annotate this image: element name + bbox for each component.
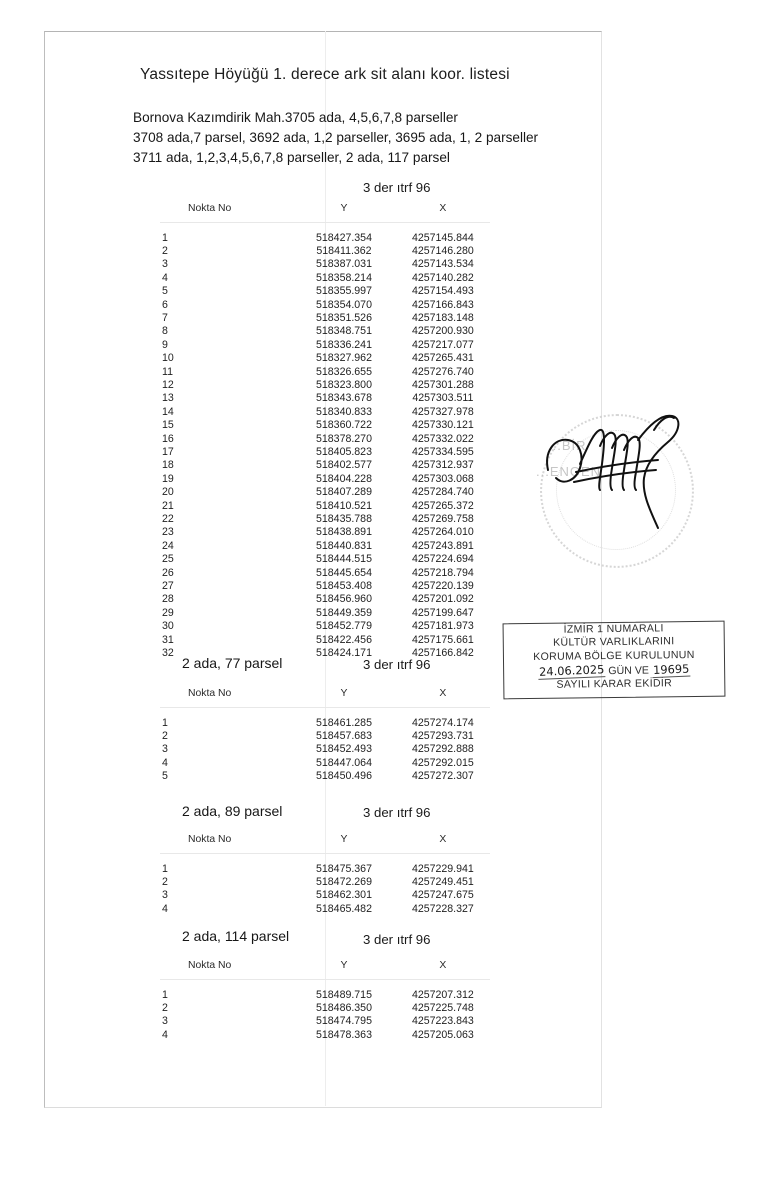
table-row [160, 405, 490, 418]
table-row [160, 352, 490, 365]
table-row [160, 526, 490, 539]
cell-no: 12 [162, 378, 174, 391]
cell-x: 4257199.647 [411, 606, 474, 619]
table-row [160, 513, 490, 526]
cell-x: 4257334.595 [411, 446, 474, 458]
table-row [160, 419, 490, 432]
coord-rows-section-4 [160, 988, 490, 1042]
table-row [160, 311, 490, 324]
cell-y: 518387.031 [316, 258, 372, 271]
table-row [160, 231, 490, 244]
cell-y: 518472.269 [316, 875, 372, 888]
cell-x: 4257143.534 [411, 258, 474, 271]
cell-y: 518402.577 [316, 459, 372, 472]
cell-y: 518475.367 [316, 862, 372, 875]
table-row [160, 325, 490, 338]
cell-no: 24 [162, 539, 174, 552]
table-row [160, 271, 490, 284]
cell-x: 4257265.372 [411, 499, 474, 512]
cell-y: 518435.788 [316, 513, 372, 526]
cell-x: 4257223.843 [411, 1015, 474, 1028]
table-spacer [160, 223, 490, 232]
cell-y: 518445.654 [316, 566, 372, 579]
intro-line-3: 3711 ada, 1,2,3,4,5,6,7,8 parseller, 2 ada, 117 parsel [133, 150, 450, 165]
cell-no: 9 [162, 338, 168, 351]
cell-y: 518343.678 [316, 392, 372, 405]
table-row [160, 862, 490, 875]
column-header-x: X [439, 688, 447, 699]
cell-no: 1 [162, 716, 168, 729]
cell-y: 518453.408 [316, 580, 372, 593]
cell-x: 4257228.327 [411, 902, 474, 915]
cell-y: 518456.960 [316, 593, 372, 606]
table-row [160, 1001, 490, 1014]
cell-y: 518462.301 [316, 889, 372, 902]
cell-x: 4257276.740 [411, 365, 474, 378]
table-row [160, 365, 490, 378]
cell-x: 4257272.307 [411, 770, 474, 783]
cell-no: 4 [162, 902, 168, 915]
cell-no: 4 [162, 1028, 168, 1041]
cell-no: 5 [162, 285, 168, 298]
cell-x: 4257293.731 [411, 729, 474, 742]
cell-y: 518407.289 [316, 486, 372, 499]
table-header-row [160, 203, 490, 216]
table-header-row [160, 688, 490, 701]
cell-no: 1 [162, 862, 168, 875]
cell-no: 13 [162, 392, 174, 405]
cell-x: 4257330.121 [411, 419, 474, 432]
table-spacer [160, 854, 490, 863]
cell-no: 15 [162, 419, 174, 432]
cell-x: 4257166.843 [411, 298, 474, 311]
cell-x: 4257265.431 [411, 352, 474, 365]
cell-no: 27 [162, 580, 174, 593]
cell-no: 29 [162, 606, 174, 619]
table-row [160, 606, 490, 619]
cell-y: 518354.070 [316, 298, 372, 311]
cell-y: 518355.997 [316, 285, 372, 298]
table-row [160, 875, 490, 888]
cell-x: 4257264.010 [411, 526, 474, 539]
cell-no: 26 [162, 566, 174, 579]
cell-x: 4257327.978 [411, 405, 474, 418]
cell-y: 518327.962 [316, 352, 372, 365]
cell-y: 518336.241 [316, 338, 372, 351]
cell-y: 518444.515 [316, 553, 372, 566]
cell-x: 4257201.092 [411, 593, 474, 606]
cell-x: 4257218.794 [411, 566, 474, 579]
table-row [160, 1028, 490, 1041]
table-row [160, 553, 490, 566]
cell-y: 518452.779 [316, 620, 372, 633]
table-row [160, 459, 490, 472]
table-row [160, 593, 490, 606]
page-title: Yassıtepe Höyüğü 1. derece ark sit alanı koor. listesi [140, 66, 510, 83]
table-row [160, 499, 490, 512]
stamp-number-handwritten: 19695 [652, 661, 690, 678]
cell-no: 30 [162, 620, 174, 633]
cell-x: 4257229.941 [411, 862, 474, 875]
table-row [160, 472, 490, 485]
cell-x: 4257200.930 [411, 325, 474, 338]
table-row [160, 756, 490, 769]
cell-y: 518378.270 [316, 432, 372, 445]
cell-x: 4257140.282 [411, 271, 474, 284]
cell-y: 518440.831 [316, 539, 372, 552]
cell-no: 28 [162, 593, 174, 606]
cell-x: 4257146.280 [411, 244, 474, 257]
cell-y: 518410.521 [316, 499, 372, 512]
cell-no: 11 [162, 365, 173, 378]
cell-no: 23 [162, 526, 174, 539]
handwritten-signature-icon [534, 406, 760, 532]
table-spacer [160, 980, 490, 989]
cell-x: 4257269.758 [411, 513, 474, 526]
coord-rows-section-1 [160, 231, 490, 660]
cell-x: 4257224.694 [411, 553, 474, 566]
cell-x: 4257284.740 [411, 486, 474, 499]
cell-y: 518340.833 [316, 405, 372, 418]
cell-x: 4257249.451 [411, 875, 474, 888]
table-row [160, 620, 490, 633]
coord-table-section-4 [160, 960, 490, 1042]
table-row [160, 539, 490, 552]
coord-rows-section-3 [160, 862, 490, 916]
cell-no: 10 [162, 352, 174, 365]
cell-no: 32 [162, 647, 174, 660]
cell-x: 4257312.937 [411, 459, 474, 472]
table-row [160, 770, 490, 783]
cell-no: 14 [162, 405, 174, 418]
section-title-2: 2 ada, 77 parsel [182, 655, 283, 671]
column-header-nokta-no: Nokta No [188, 203, 232, 214]
cell-no: 7 [162, 311, 168, 324]
cell-x: 4257303.068 [411, 472, 474, 485]
cell-no: 25 [162, 553, 174, 566]
cell-y: 518358.214 [316, 271, 372, 284]
table-header-row [160, 960, 490, 973]
table-row [160, 378, 490, 391]
table-header-row [160, 834, 490, 847]
cell-y: 518411.362 [316, 244, 372, 257]
coord-rows-section-2 [160, 716, 490, 783]
column-header-y: Y [340, 203, 348, 214]
table-row [160, 580, 490, 593]
cell-no: 1 [162, 988, 168, 1001]
table-row [160, 244, 490, 257]
cell-y: 518452.493 [316, 743, 372, 756]
cell-x: 4257225.748 [411, 1001, 474, 1014]
cell-y: 518404.228 [316, 472, 372, 485]
cell-no: 22 [162, 513, 174, 526]
cell-x: 4257183.148 [411, 311, 474, 324]
cell-y: 518360.722 [316, 419, 372, 432]
table-row [160, 988, 490, 1001]
table-row [160, 902, 490, 915]
cell-no: 31 [162, 633, 174, 646]
cell-y: 518450.496 [316, 770, 372, 783]
cell-x: 4257217.077 [411, 338, 474, 351]
cell-no: 19 [162, 472, 174, 485]
cell-x: 4257154.493 [411, 285, 474, 298]
cell-no: 4 [162, 271, 168, 284]
cell-y: 518405.823 [316, 446, 372, 458]
cell-x: 4257181.973 [411, 620, 474, 633]
cell-x: 4257247.675 [411, 889, 474, 902]
cell-no: 21 [162, 499, 174, 512]
intro-line-2: 3708 ada,7 parsel, 3692 ada, 1,2 parseller, 3695 ada, 1, 2 parseller [133, 130, 539, 145]
column-header-x: X [439, 203, 447, 214]
cell-no: 6 [162, 298, 168, 311]
column-header-x: X [439, 960, 447, 971]
cell-y: 518457.683 [316, 729, 372, 742]
stamp-line-3: KORUMA BÖLGE KURULUNUN [533, 648, 695, 663]
coord-table-section-3 [160, 834, 490, 916]
cell-y: 518323.800 [316, 378, 372, 391]
cell-no: 8 [162, 325, 168, 338]
cell-no: 18 [162, 459, 174, 472]
seal-text-bottom: ...ENGEN [536, 464, 602, 479]
cell-y: 518348.751 [316, 325, 372, 338]
column-header-x: X [439, 834, 447, 845]
table-spacer [160, 708, 490, 717]
cell-no: 2 [162, 875, 168, 888]
stamp-line-2: KÜLTÜR VARLIKLARINI [553, 635, 675, 650]
cell-no: 3 [162, 1015, 168, 1028]
seal-text-top: ...BİR [548, 438, 587, 453]
cell-x: 4257207.312 [411, 988, 474, 1001]
table-row [160, 338, 490, 351]
column-header-nokta-no: Nokta No [188, 834, 232, 845]
intro-line-1: Bornova Kazımdirik Mah.3705 ada, 4,5,6,7,8 parseller [133, 110, 458, 125]
cell-x: 4257175.661 [411, 633, 474, 646]
cell-no: 1 [162, 231, 168, 244]
cell-no: 2 [162, 729, 168, 742]
cell-x: 4257243.891 [411, 539, 474, 552]
table-row [160, 486, 490, 499]
table-row [160, 566, 490, 579]
cell-x: 4257332.022 [411, 432, 474, 445]
table-row [160, 285, 490, 298]
datum-label-section-4: 3 der ıtrf 96 [363, 932, 431, 947]
section-title-4: 2 ada, 114 parsel [182, 928, 290, 944]
cell-y: 518465.482 [316, 902, 372, 915]
datum-label-section-3: 3 der ıtrf 96 [363, 805, 431, 820]
cell-y: 518422.456 [316, 633, 372, 646]
approval-stamp [503, 621, 726, 700]
stamp-date-handwritten: 24.06.2025 [538, 662, 605, 680]
cell-x: 4257145.844 [411, 231, 474, 244]
cell-x: 4257292.888 [411, 743, 474, 756]
cell-no: 17 [162, 446, 174, 458]
cell-no: 5 [162, 770, 168, 783]
cell-y: 518489.715 [316, 988, 372, 1001]
table-row [160, 392, 490, 405]
cell-no: 3 [162, 258, 168, 271]
datum-label-section-1: 3 der ıtrf 96 [363, 180, 431, 195]
stamp-mid-text: GÜN VE [608, 664, 650, 678]
table-row [160, 889, 490, 902]
table-row [160, 716, 490, 729]
table-row [160, 1015, 490, 1028]
cell-no: 2 [162, 1001, 168, 1014]
cell-x: 4257292.015 [411, 756, 474, 769]
table-row [160, 729, 490, 742]
cell-x: 4257274.174 [411, 716, 474, 729]
table-row [160, 432, 490, 445]
table-row [160, 743, 490, 756]
cell-no: 4 [162, 756, 168, 769]
cell-no: 3 [162, 889, 168, 902]
cell-y: 518486.350 [316, 1001, 372, 1014]
cell-y: 518427.354 [316, 231, 372, 244]
column-header-nokta-no: Nokta No [188, 960, 232, 971]
cell-y: 518326.655 [316, 365, 372, 378]
cell-x: 4257303.511 [412, 392, 474, 405]
table-row [160, 633, 490, 646]
cell-y: 518424.171 [316, 647, 372, 660]
coord-table-section-1 [160, 203, 490, 660]
stamp-line-5: SAYILI KARAR EKİDİR [556, 677, 673, 691]
cell-y: 518478.363 [316, 1028, 372, 1041]
cell-y: 518449.359 [316, 606, 372, 619]
cell-x: 4257166.842 [411, 647, 474, 660]
cell-y: 518438.891 [316, 526, 372, 539]
cell-y: 518351.526 [316, 311, 372, 324]
table-row [160, 446, 490, 459]
cell-y: 518461.285 [316, 716, 372, 729]
cell-no: 20 [162, 486, 174, 499]
cell-y: 518447.064 [316, 756, 372, 769]
column-header-y: Y [340, 960, 348, 971]
column-header-y: Y [340, 834, 348, 845]
cell-no: 16 [162, 432, 174, 445]
table-row [160, 258, 490, 271]
cell-x: 4257220.139 [411, 580, 474, 593]
stamp-line-1: İZMİR 1 NUMARALI [563, 622, 664, 636]
cell-no: 3 [162, 743, 168, 756]
column-header-nokta-no: Nokta No [188, 688, 232, 699]
intro-paragraph [133, 108, 538, 168]
column-header-y: Y [340, 688, 348, 699]
cell-no: 2 [162, 244, 168, 257]
table-row [160, 298, 490, 311]
cell-y: 518474.795 [316, 1015, 372, 1028]
official-round-seal [530, 412, 762, 538]
cell-x: 4257301.288 [411, 378, 474, 391]
section-title-3: 2 ada, 89 parsel [182, 803, 283, 819]
cell-x: 4257205.063 [411, 1028, 474, 1041]
datum-label-section-2: 3 der ıtrf 96 [363, 657, 431, 672]
coord-table-section-2 [160, 688, 490, 783]
